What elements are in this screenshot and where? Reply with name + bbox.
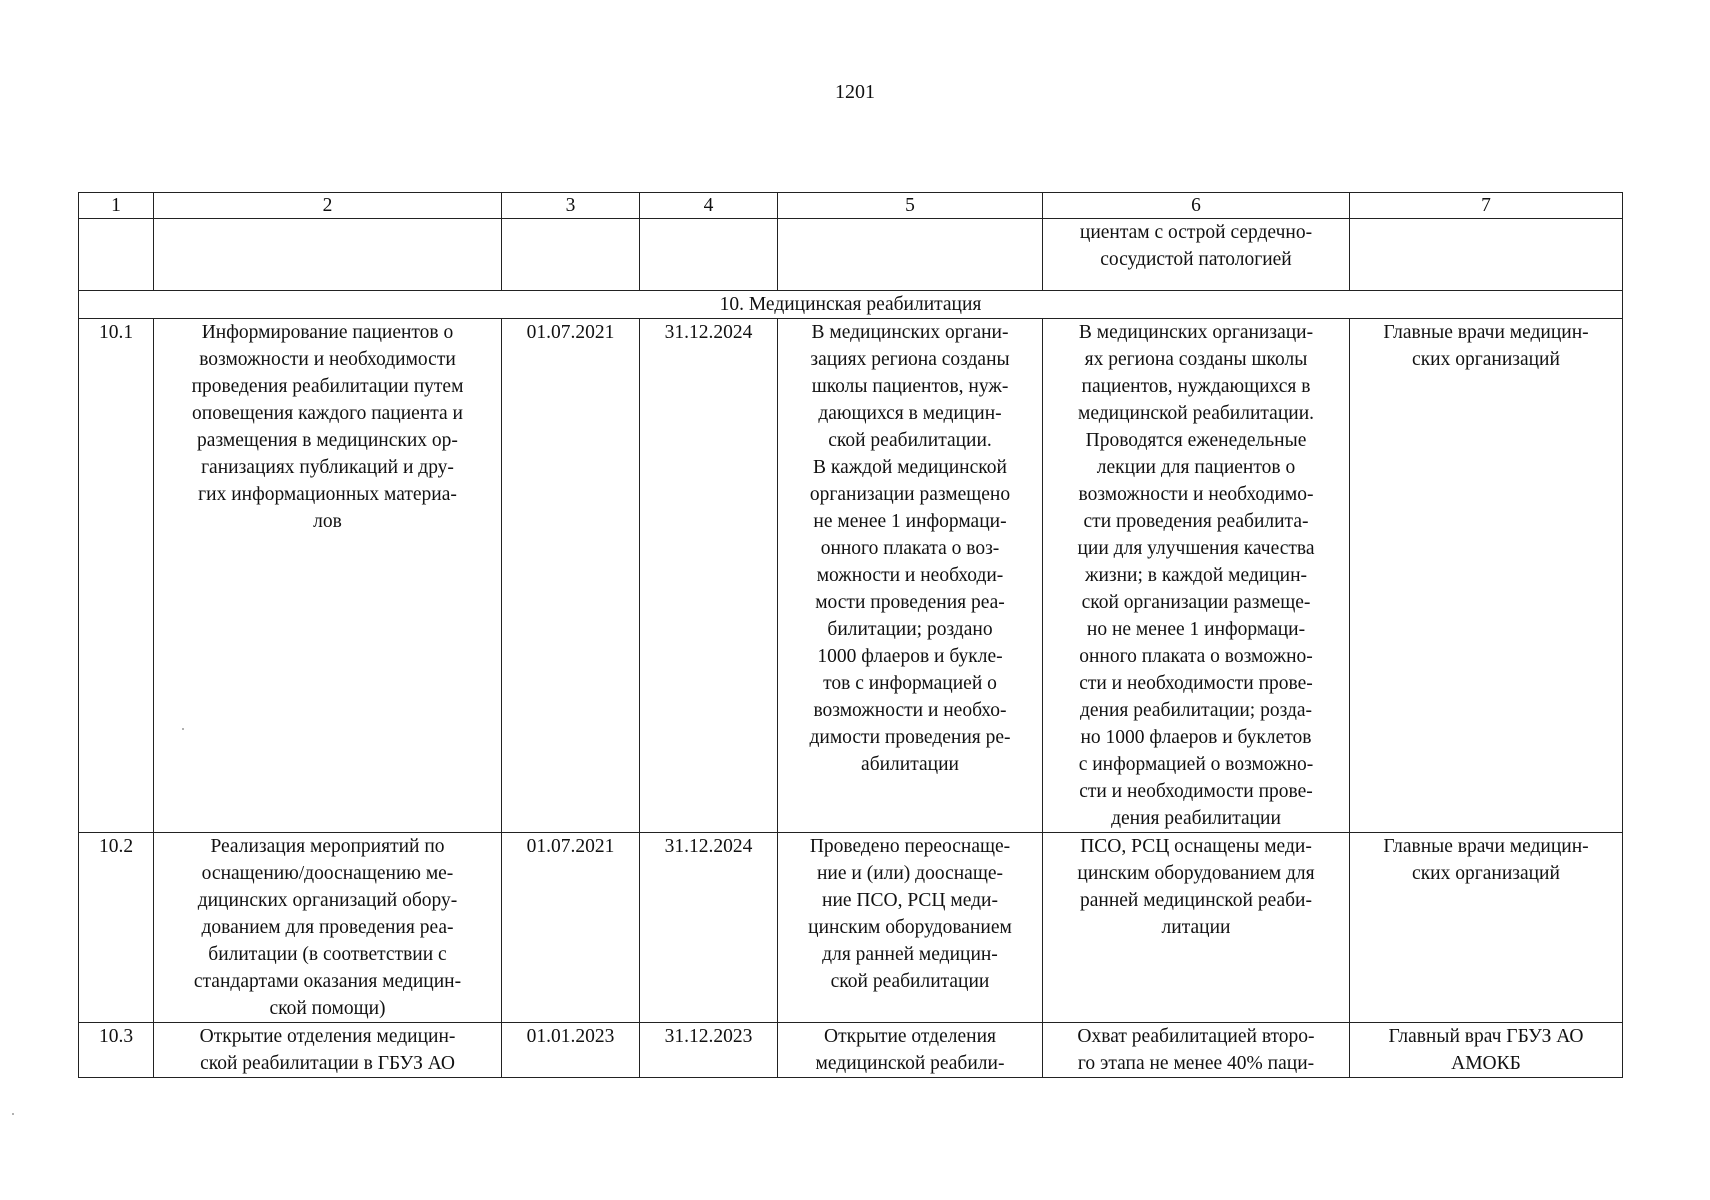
- row-end-date: 31.12.2024: [640, 319, 778, 833]
- row-start-date: 01.01.2023: [502, 1023, 640, 1078]
- column-number-5: 5: [778, 193, 1043, 219]
- table-row: [79, 1023, 1623, 1078]
- column-number-7: 7: [1350, 193, 1623, 219]
- column-number-4: 4: [640, 193, 778, 219]
- row-end-date: 31.12.2024: [640, 833, 778, 1023]
- continuation-cell-5: [778, 219, 1043, 291]
- row-responsible: Главные врачи медицин- ских организаций: [1350, 319, 1623, 833]
- row-start-date: 01.07.2021: [502, 833, 640, 1023]
- section-header-row: [79, 291, 1623, 319]
- row-responsible: Главные врачи медицин- ских организаций: [1350, 833, 1623, 1023]
- continuation-cell-1: [79, 219, 154, 291]
- continuation-cell-4: [640, 219, 778, 291]
- table-row: [79, 833, 1623, 1023]
- scan-speck: [182, 728, 184, 730]
- action-plan-table: [78, 192, 1623, 1078]
- row-number: 10.3: [79, 1023, 154, 1078]
- row-start-date: 01.07.2021: [502, 319, 640, 833]
- section-title: 10. Медицинская реабилитация: [79, 291, 1623, 319]
- continuation-cell-6: циентам с острой сердечно- сосудистой патологией: [1043, 219, 1350, 291]
- row-number: 10.1: [79, 319, 154, 833]
- column-number-6: 6: [1043, 193, 1350, 219]
- row-result: Открытие отделения медицинской реабили-: [778, 1023, 1043, 1078]
- continuation-cell-3: [502, 219, 640, 291]
- row-indicator: ПСО, РСЦ оснащены меди- цинским оборудованием для ранней медицинской реаби- литации: [1043, 833, 1350, 1023]
- row-result: В медицинских органи- зациях региона созданы школы пациентов, нуж- дающихся в медицин- ской реабилитации. В каждой медицинской организации размещено не менее 1 информаци- онного плаката о воз- можности и необходи- мости проведения реа- билитации; роздано 1000 флаеров и букле- тов с информацией о возможности и необхо- димости проведения ре- абилитации: [778, 319, 1043, 833]
- scan-speck: [12, 1113, 14, 1115]
- continuation-cell-2: [154, 219, 502, 291]
- row-number: 10.2: [79, 833, 154, 1023]
- row-end-date: 31.12.2023: [640, 1023, 778, 1078]
- page-number: 1201: [835, 81, 875, 103]
- continuation-row: [79, 219, 1623, 291]
- column-number-1: 1: [79, 193, 154, 219]
- row-result: Проведено переоснаще- ние и (или) дооснаще- ние ПСО, РСЦ меди- цинским оборудованием для ранней медицин- ской реабилитации: [778, 833, 1043, 1023]
- column-number-row: [79, 193, 1623, 219]
- row-action: Реализация мероприятий по оснащению/дооснащению ме- дицинских организаций обору- дованием для проведения реа- билитации (в соответствии с стандартами оказания медицин- ской помощи): [154, 833, 502, 1023]
- column-number-2: 2: [154, 193, 502, 219]
- row-responsible: Главный врач ГБУЗ АО АМОКБ: [1350, 1023, 1623, 1078]
- column-number-3: 3: [502, 193, 640, 219]
- row-indicator: В медицинских организаци- ях региона созданы школы пациентов, нуждающихся в медицинской реабилитации. Проводятся еженедельные лекции для пациентов о возможности и необходимо- сти проведения реабилита- ции для улучшения качества жизни; в каждой медицин- ской организации размеще- но не менее 1 информаци- онного плаката о возможно- сти и необходимости прове- дения реабилитации; розда- но 1000 флаеров и буклетов с информацией о возможно- сти и необходимости прове- дения реабилитации: [1043, 319, 1350, 833]
- table-row: [79, 319, 1623, 833]
- row-action: Открытие отделения медицин- ской реабилитации в ГБУЗ АО: [154, 1023, 502, 1078]
- continuation-cell-7: [1350, 219, 1623, 291]
- row-action: Информирование пациентов о возможности и необходимости проведения реабилитации путем оповещения каждого пациента и размещения в медицинских ор- ганизациях публикаций и дру- гих информационных материа- лов: [154, 319, 502, 833]
- row-indicator: Охват реабилитацией второ- го этапа не менее 40% паци-: [1043, 1023, 1350, 1078]
